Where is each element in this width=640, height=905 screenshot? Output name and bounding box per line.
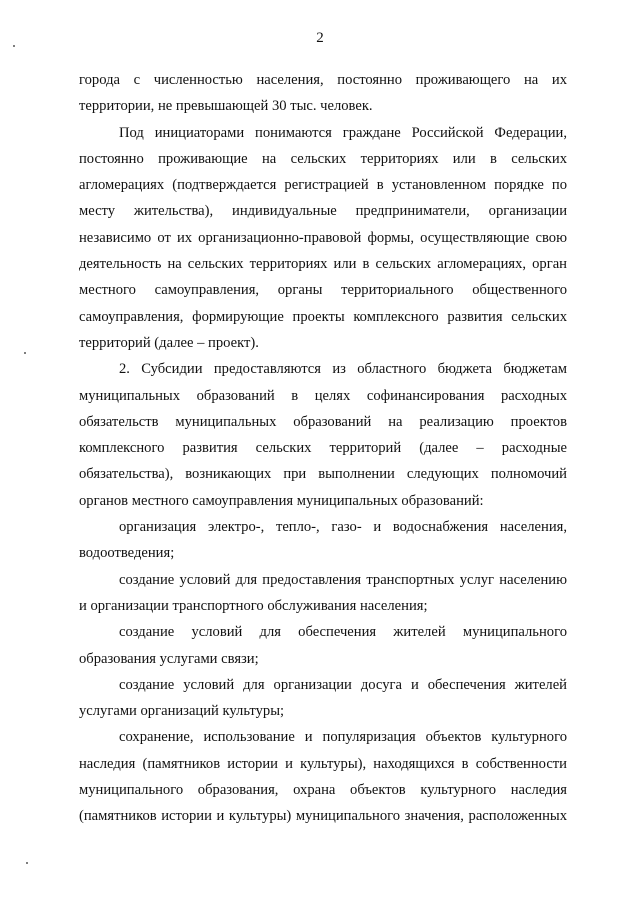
paragraph-subsidies: 2. Субсидии предоставляются из областного бюджета бюджетам муниципальных образований в целях софинансирования расходных обязательств муниципальных образований на реализацию проектов комплексного развития сельских территорий (далее – расходные обязательства), возникающих при выполнении следующих полномочий органов местного самоуправления муниципальных образований: bbox=[79, 361, 567, 509]
page-number: 2 bbox=[316, 30, 324, 46]
paragraph-cultural-heritage: сохранение, использование и популяризация объектов культурного наследия (памятников истории и культуры), находящихся в собственности муниципального образования, охрана объектов культурного наследия (памятников истории и культуры) муниципального значения, расположенных bbox=[79, 729, 567, 825]
paragraph-communications: создание условий для обеспечения жителей муниципального образования услугами связи; bbox=[79, 624, 567, 667]
scan-speck bbox=[13, 45, 15, 47]
paragraph-culture-leisure: создание условий для организации досуга и обеспечения жителей услугами организаций культуры; bbox=[79, 676, 567, 720]
scan-speck bbox=[24, 352, 26, 354]
paragraph-continuation: города с численностью населения, постоянно проживающего на их территории, не превышающей 30 тыс. человек. bbox=[79, 72, 567, 115]
scan-speck bbox=[26, 862, 28, 864]
paragraph-water-supply: организация электро-, тепло-, газо- и водоснабжения населения, водоотведения; bbox=[79, 519, 567, 562]
paragraph-transport: создание условий для предоставления транспортных услуг населению и организации транспортного обслуживания населения; bbox=[79, 571, 567, 614]
document-body bbox=[79, 67, 567, 830]
paragraph-initiators-definition: Под инициаторами понимаются граждане Российской Федерации, постоянно проживающие на сельских территориях или в сельских агломерациях (подтверждается регистрацией в установленном порядке по месту жительства), индивидуальные предприниматели, организации независимо от их организационно-правовой формы, осуществляющие свою деятельность на сельских территориях или в сельских агломерациях, орган местного самоуправления, органы территориального общественного самоуправления, формирующие проекты комплексного развития сельских территорий (далее – проект). bbox=[79, 124, 567, 351]
